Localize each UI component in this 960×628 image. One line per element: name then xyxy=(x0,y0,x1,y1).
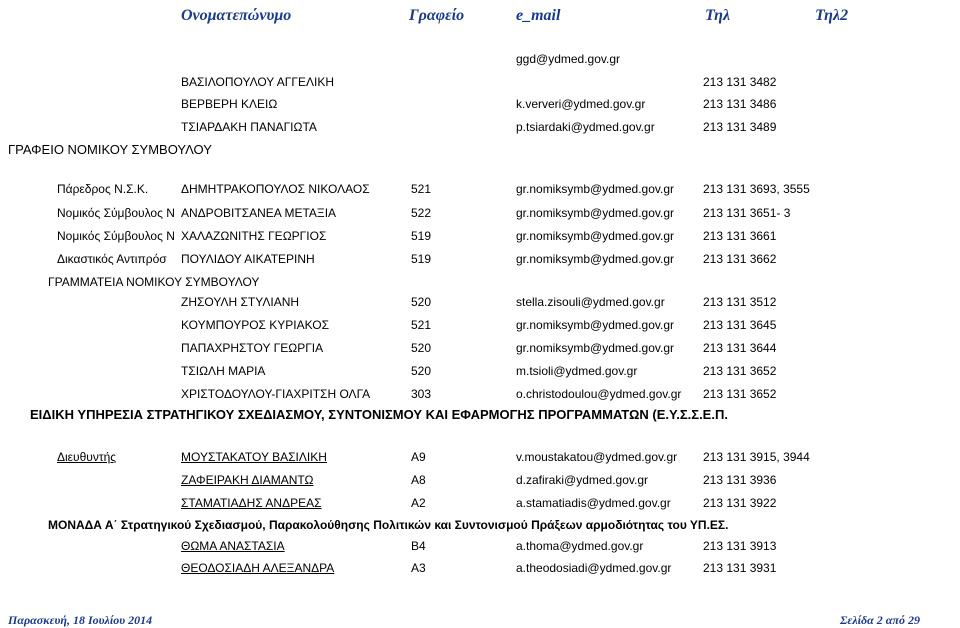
row-name: ΠΑΠΑΧΡΗΣΤΟΥ ΓΕΩΡΓΙΑ xyxy=(181,341,324,355)
row-office: Α8 xyxy=(411,473,426,487)
row-office: 520 xyxy=(411,364,432,378)
section-heading: ΓΡΑΦΕΙΟ ΝΟΜΙΚΟΥ ΣΥΜΒΟΥΛΟΥ xyxy=(8,142,212,157)
row-office: 519 xyxy=(411,229,432,243)
row-office: Α2 xyxy=(411,496,426,510)
row-office: 521 xyxy=(411,182,432,196)
row-email: stella.zisouli@ydmed.gov.gr xyxy=(516,295,665,309)
row-phone: 213 131 3662 xyxy=(703,252,777,266)
row-phone: 213 131 3931 xyxy=(703,561,777,575)
row-phone: 213 131 3913 xyxy=(703,539,777,553)
section-heading: ΕΙΔΙΚΗ ΥΠΗΡΕΣΙΑ ΣΤΡΑΤΗΓΙΚΟΥ ΣΧΕΔΙΑΣΜΟΥ, ΣΥΝΤΟΝΙΣΜΟΥ ΚΑΙ ΕΦΑΡΜΟΓΗΣ ΠΡΟΓΡΑΜΜΑΤΩΝ (Ε.Υ.Σ.Σ.Ε.Π. xyxy=(30,407,728,422)
row-email: gr.nomiksymb@ydmed.gov.gr xyxy=(516,341,675,355)
row-email: o.christodoulou@ydmed.gov.gr xyxy=(516,387,682,401)
row-email: gr.nomiksymb@ydmed.gov.gr xyxy=(516,182,675,196)
row-name: ΠΟΥΛΙΔΟΥ ΑΙΚΑΤΕΡΙΝΗ xyxy=(181,252,315,266)
section-heading: ΜΟΝΑΔΑ Α΄ Στρατηγικού Σχεδιασμού, Παρακολούθησης Πολιτικών και Συντονισμού Πράξεων αρμοδιότητας του ΥΠ.ΕΣ. xyxy=(48,518,729,532)
row-name: ΑΝΔΡΟΒΙΤΣΑΝΕΑ ΜΕΤΑΞΙΑ xyxy=(181,206,337,220)
footer-page-number: Σελίδα 2 από 29 xyxy=(840,613,920,627)
row-phone: 213 131 3915, 3944 xyxy=(703,450,810,464)
row-name: ΒΕΡΒΕΡΗ ΚΛΕΙΩ xyxy=(181,97,278,111)
row-role: Πάρεδρος Ν.Σ.Κ. xyxy=(57,182,149,196)
row-name: ΖΗΣΟΥΛΗ ΣΤΥΛΙΑΝΗ xyxy=(181,295,300,309)
row-phone: 213 131 3489 xyxy=(703,120,777,134)
header-phone2: Τηλ2 xyxy=(815,7,849,24)
row-email: gr.nomiksymb@ydmed.gov.gr xyxy=(516,318,675,332)
row-phone: 213 131 3512 xyxy=(703,295,777,309)
row-office: Α3 xyxy=(411,561,426,575)
row-name: ΖΑΦΕΙΡΑΚΗ ΔΙΑΜΑΝΤΩ xyxy=(181,473,314,487)
row-phone: 213 131 3482 xyxy=(703,75,777,89)
row-name: ΜΟΥΣΤΑΚΑΤΟΥ ΒΑΣΙΛΙΚΗ xyxy=(181,450,327,464)
row-name: ΣΤΑΜΑΤΙΑΔΗΣ ΑΝΔΡΕΑΣ xyxy=(181,496,322,510)
row-email: ggd@ydmed.gov.gr xyxy=(516,52,621,66)
row-office: 520 xyxy=(411,295,432,309)
row-name: ΧΡΙΣΤΟΔΟΥΛΟΥ-ΓΙΑΧΡΙΤΣΗ ΟΛΓΑ xyxy=(181,387,371,401)
row-office: 522 xyxy=(411,206,432,220)
row-office: Α9 xyxy=(411,450,426,464)
row-name: ΔΗΜΗΤΡΑΚΟΠΟΥΛΟΣ ΝΙΚΟΛΑΟΣ xyxy=(181,182,370,196)
header-name: Ονοματεπώνυμο xyxy=(181,7,292,24)
row-name: ΤΣΙΩΛΗ ΜΑΡΙΑ xyxy=(181,364,266,378)
row-phone: 213 131 3651- 3 xyxy=(703,206,791,220)
header-email: e_mail xyxy=(516,7,561,24)
row-name: ΒΑΣΙΛΟΠΟΥΛΟΥ ΑΓΓΕΛΙΚΗ xyxy=(181,75,334,89)
row-phone: 213 131 3652 xyxy=(703,364,777,378)
row-office: Β4 xyxy=(411,539,426,553)
row-phone: 213 131 3645 xyxy=(703,318,777,332)
row-role: Διευθυντής xyxy=(57,450,117,464)
row-phone: 213 131 3661 xyxy=(703,229,777,243)
row-name: ΧΑΛΑΖΩΝΙΤΗΣ ΓΕΩΡΓΙΟΣ xyxy=(181,229,327,243)
row-phone: 213 131 3644 xyxy=(703,341,777,355)
row-phone: 213 131 3652 xyxy=(703,387,777,401)
row-email: gr.nomiksymb@ydmed.gov.gr xyxy=(516,206,675,220)
row-email: v.moustakatou@ydmed.gov.gr xyxy=(516,450,678,464)
row-role: Δικαστικός Αντιπρόσ xyxy=(57,252,167,266)
footer-date: Παρασκευή, 18 Ιουλίου 2014 xyxy=(8,613,153,627)
section-heading: ΓΡΑΜΜΑΤΕΙΑ ΝΟΜΙΚΟΥ ΣΥΜΒΟΥΛΟΥ xyxy=(48,275,260,289)
row-email: a.theodosiadi@ydmed.gov.gr xyxy=(516,561,672,575)
row-role: Νομικός Σύμβουλος Ν xyxy=(57,206,175,220)
row-name: ΘΕΟΔΟΣΙΑΔΗ ΑΛΕΞΑΝΔΡΑ xyxy=(181,561,335,575)
row-office: 519 xyxy=(411,252,432,266)
row-office: 520 xyxy=(411,341,432,355)
row-phone: 213 131 3693, 3555 xyxy=(703,182,810,196)
row-email: p.tsiardaki@ydmed.gov.gr xyxy=(516,120,655,134)
row-phone: 213 131 3922 xyxy=(703,496,777,510)
row-office: 521 xyxy=(411,318,432,332)
row-name: ΤΣΙΑΡΔΑΚΗ ΠΑΝΑΓΙΩΤΑ xyxy=(181,120,317,134)
header-office: Γραφείο xyxy=(409,7,465,24)
row-email: m.tsioli@ydmed.gov.gr xyxy=(516,364,638,378)
row-office: 303 xyxy=(411,387,432,401)
row-email: a.thoma@ydmed.gov.gr xyxy=(516,539,644,553)
row-phone: 213 131 3936 xyxy=(703,473,777,487)
row-name: ΘΩΜΑ ΑΝΑΣΤΑΣΙΑ xyxy=(181,539,285,553)
row-email: gr.nomiksymb@ydmed.gov.gr xyxy=(516,229,675,243)
row-email: gr.nomiksymb@ydmed.gov.gr xyxy=(516,252,675,266)
row-email: d.zafiraki@ydmed.gov.gr xyxy=(516,473,649,487)
row-name: ΚΟΥΜΠΟΥΡΟΣ ΚΥΡΙΑΚΟΣ xyxy=(181,318,330,332)
header-phone: Τηλ xyxy=(705,7,731,24)
row-phone: 213 131 3486 xyxy=(703,97,777,111)
row-role: Νομικός Σύμβουλος Ν xyxy=(57,229,175,243)
row-email: a.stamatiadis@ydmed.gov.gr xyxy=(516,496,671,510)
row-email: k.ververi@ydmed.gov.gr xyxy=(516,97,646,111)
